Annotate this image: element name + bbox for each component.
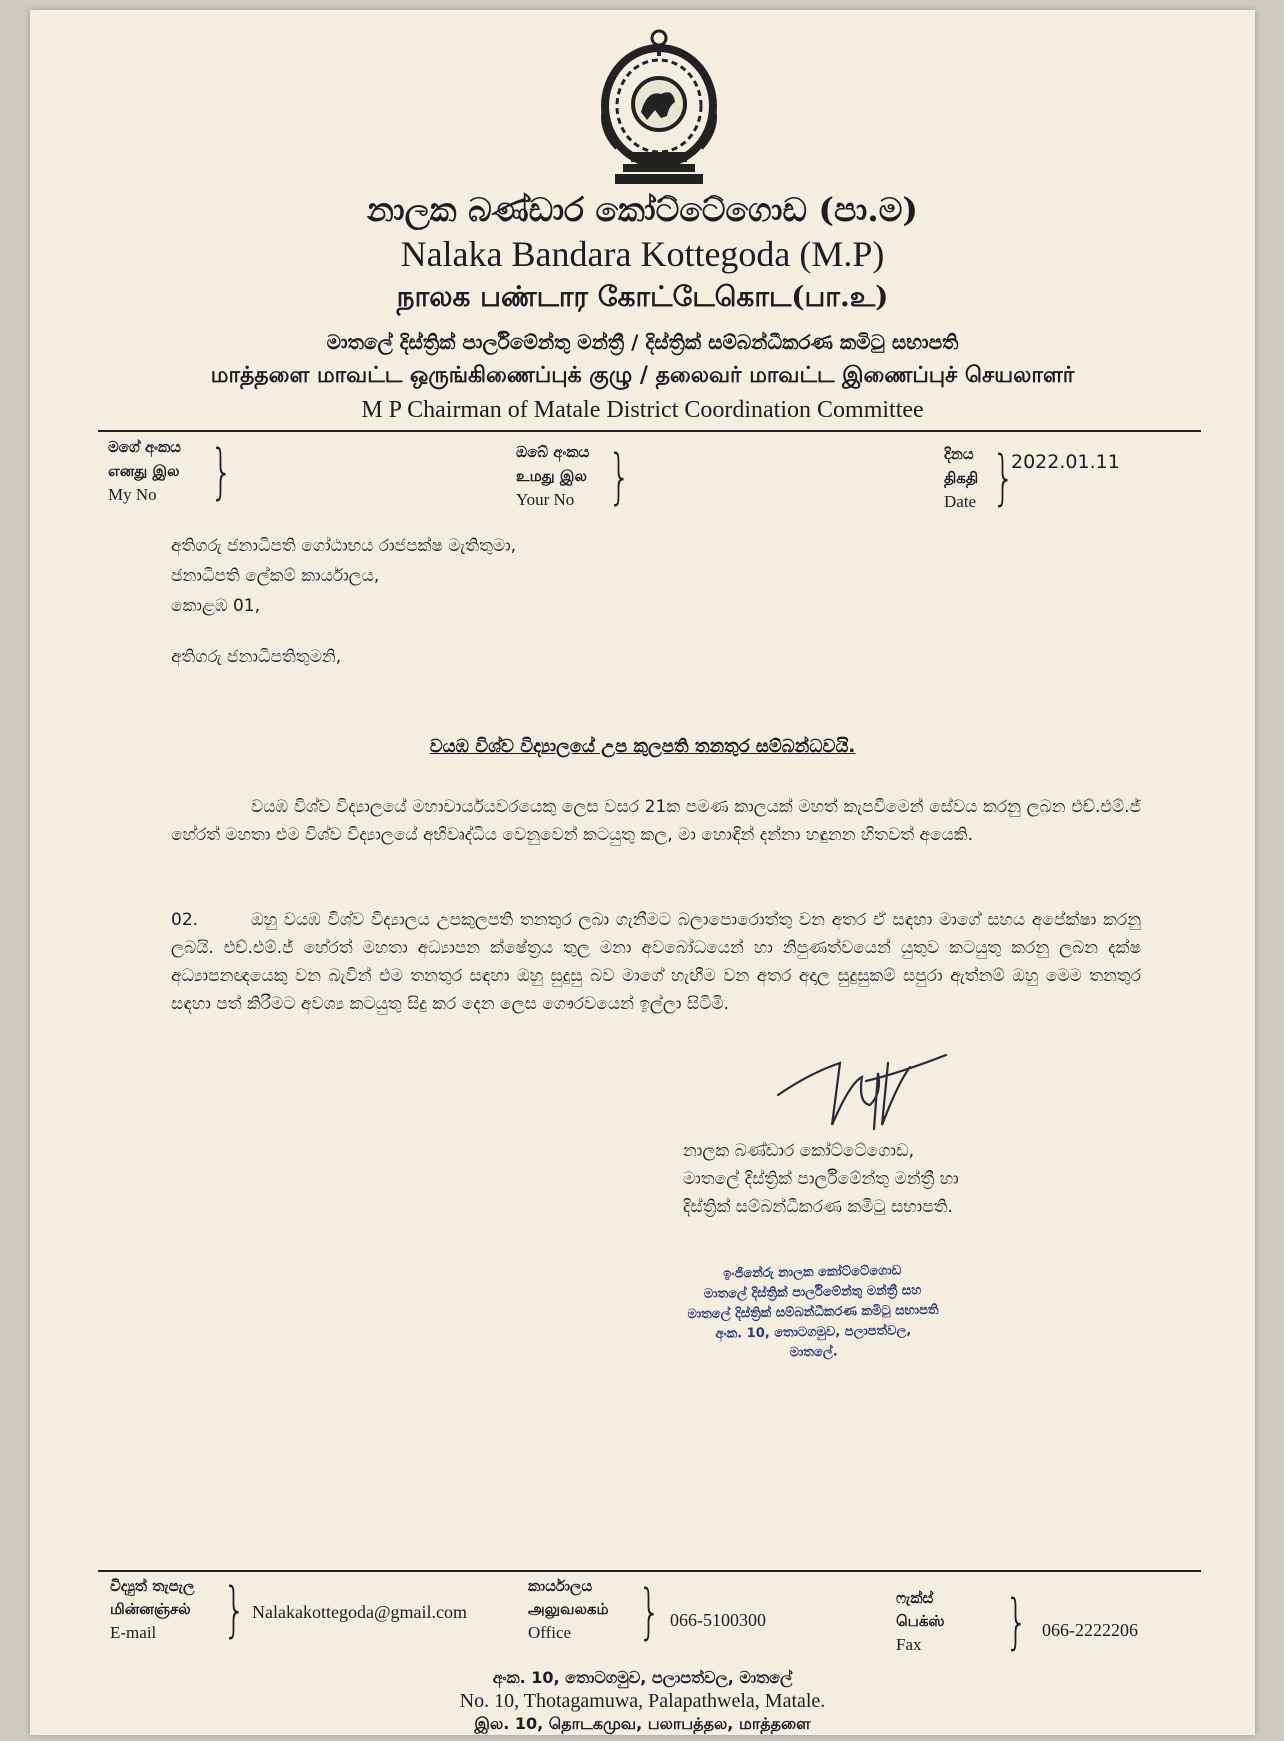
footer-address-english: No. 10, Thotagamuwa, Palapathwela, Matale. bbox=[459, 1690, 826, 1712]
name-tamil: நாலக பண்டார கோட்டேகொட(பா.உ) bbox=[396, 280, 889, 313]
my-no-block bbox=[108, 435, 181, 507]
email-label-tamil: மின்னஞ்சல் bbox=[110, 1600, 191, 1618]
stamp-line: මාතලේ දිස්ත්‍රික් සම්බන්ධීකරණ කමිටු සභාපති bbox=[687, 1302, 939, 1323]
office-label-english: Office bbox=[528, 1623, 572, 1642]
name-sinhala: නාලක බණ්ඩාර කෝට්ටේගොඩ (පා.ම) bbox=[366, 190, 919, 229]
fax-label-tamil: பெக்ஸ் bbox=[896, 1612, 945, 1630]
title-english: M P Chairman of Matale District Coordination Committee bbox=[361, 397, 924, 423]
stamp-line: ඉංජිනේරු නාලක කෝට්ටේගොඩ bbox=[723, 1263, 902, 1282]
stamp-line: අංක. 10, තොටගමුව, පලාපත්වල, bbox=[715, 1323, 912, 1342]
handwritten-signature bbox=[770, 1033, 950, 1133]
my-no-english: My No bbox=[108, 485, 157, 504]
recipient-address bbox=[171, 531, 516, 621]
address-line: ජනාධිපති ලේකම් කාර්යාලය, bbox=[171, 566, 380, 586]
title-sinhala: මාතලේ දිස්ත්‍රික් පාර්ලිමේන්තු මන්ත්‍රී / දිස්ත්‍රික් සම්බන්ධීකරණ කමිටු සභාපති bbox=[326, 330, 959, 354]
date-brace: } bbox=[992, 443, 1015, 513]
date-english: Date bbox=[944, 492, 977, 511]
date-sinhala: දිනය bbox=[944, 445, 974, 463]
paragraph-number: 02. bbox=[171, 910, 199, 930]
paragraph-2 bbox=[171, 906, 1141, 1018]
fax-label-block bbox=[896, 1587, 945, 1656]
stamp-line: මාතලේ. bbox=[789, 1344, 838, 1361]
salutation: අතිගරු ජනාධිපතිතුමනි, bbox=[171, 647, 342, 667]
office-brace: } bbox=[638, 1577, 661, 1647]
office-label-tamil: அலுவலகம் bbox=[528, 1600, 609, 1618]
sri-lanka-emblem-icon bbox=[595, 28, 723, 188]
your-no-tamil: உமது இல bbox=[516, 467, 587, 485]
email-brace: } bbox=[223, 1575, 246, 1645]
office-phone-value: 066-5100300 bbox=[670, 1610, 766, 1630]
office-label-block bbox=[528, 1575, 609, 1644]
my-no-brace: } bbox=[210, 437, 233, 507]
email-label-english: E-mail bbox=[110, 1623, 157, 1642]
fax-label-english: Fax bbox=[896, 1635, 922, 1654]
address-line: කොළඹ 01, bbox=[171, 596, 260, 616]
email-label-sinhala: විද්‍යුත් තැපැල bbox=[110, 1577, 195, 1595]
fax-label-sinhala: ෆැක්ස් bbox=[896, 1589, 934, 1607]
signatory-line: දිස්ත්‍රික් සම්බන්ධීකරණ කමිටු සභාපති. bbox=[683, 1197, 953, 1217]
fax-value: 066-2222206 bbox=[1042, 1620, 1138, 1640]
paragraph-1: වයඹ විශ්ව විද්‍යාලයේ මහාචාර්යයවරයෙකු ලෙස වසර 21ක පමණ කාලයක් මහත් කැපවීමෙන් සේවය කරනු ලබන එච්.එම්.ජ් හේරත් මහතා එම විශ්ව විද්‍යාලයේ අභිවෘද්ධිය වෙනුවෙන් කටයුතු කල, මා හොඳින් දන්නා හඳුනන හිතවත් අයෙකි. bbox=[171, 797, 1141, 845]
signatory-line: නාලක බණ්ඩාර කෝට්ටේගොඩ, bbox=[683, 1141, 915, 1161]
header-divider bbox=[98, 430, 1201, 432]
email-label-block bbox=[110, 1575, 194, 1644]
fax-brace: } bbox=[1005, 1587, 1028, 1657]
my-no-sinhala: මගේ අංකය bbox=[108, 438, 181, 456]
email-value: Nalakakottegoda@gmail.com bbox=[252, 1602, 468, 1622]
footer-address-sinhala: අංක. 10, තොටගමුව, පලාපත්වල, මාතලේ bbox=[492, 1668, 793, 1687]
paragraph-2-text: ඔහු වයඹ විශ්ව විද්‍යාලය උපකුලපති තනතුර ලබා ගැනීමට බලාපොරොත්තු වන අතර ඒ සඳහා මාගේ සහය අපේක්ෂා කරනු ලබයි. එච්.එම්.ජ් හේරත් මහතා අධ්‍යාපන ක්ෂේත්‍රය තුල මනා අවබෝධයෙන් හා නිපුණත්වයෙන් යුතුව කටයුතු කරනු ලබන දක්ෂ අධ්‍යාපනඥයෙකු වන බැවින් එම තනතුර සඳහා ඔහු සුදුසු බව මාගේ හැඟීම වන අතර අදාල සුදුසුකම් සපුරා ඇත්නම් ඔහු මෙම තනතුර සඳහා පත් කිරීමට අවශ්‍ය කටයුතු සිදු කර දෙන ලෙස ගෞරවයෙන් ඉල්ලා සිටිමි. bbox=[171, 910, 1141, 1014]
address-line: අතිගරු ජනාධිපති ගෝඨාභය රාජපක්ෂ මැතිතුමා, bbox=[171, 536, 517, 556]
footer-address-tamil: இல. 10, தொடகமுவ, பலாபத்தல, மாத்தளை bbox=[474, 1714, 811, 1733]
letter-page bbox=[30, 10, 1255, 1735]
stamp-line: මාතලේ දිස්ත්‍රික් පාර්ලිමේන්තු මන්ත්‍රී සහ bbox=[703, 1283, 922, 1302]
date-value: 2022.01.11 bbox=[1011, 451, 1120, 473]
my-no-tamil: எனது இல bbox=[108, 462, 180, 480]
footer-divider bbox=[98, 1570, 1201, 1572]
official-stamp bbox=[677, 1261, 949, 1366]
your-no-brace: } bbox=[608, 442, 631, 512]
office-label-sinhala: කාර්යාලය bbox=[528, 1577, 593, 1595]
your-no-sinhala: ඔබේ අංකය bbox=[516, 443, 590, 461]
name-english: Nalaka Bandara Kottegoda (M.P) bbox=[400, 234, 885, 274]
signatory-block bbox=[683, 1137, 959, 1221]
date-tamil: திகதி bbox=[944, 469, 979, 487]
title-tamil: மாத்தளை மாவட்ட ஒருங்கிணைப்புக் குழு / தலைவர் மாவட்ட இணைப்புச் செயலாளர் bbox=[210, 362, 1075, 388]
signatory-line: මාතලේ දිස්ත්‍රික් පාර්ලිමේන්තු මන්ත්‍රී හා bbox=[683, 1169, 959, 1189]
letter-subject: වයඹ විශ්ව විද්‍යාලයේ උප කුලපති තනතුර සම්බන්ධවයි. bbox=[429, 736, 856, 757]
date-block bbox=[944, 442, 978, 514]
your-no-block bbox=[516, 440, 589, 512]
your-no-english: Your No bbox=[516, 490, 575, 509]
